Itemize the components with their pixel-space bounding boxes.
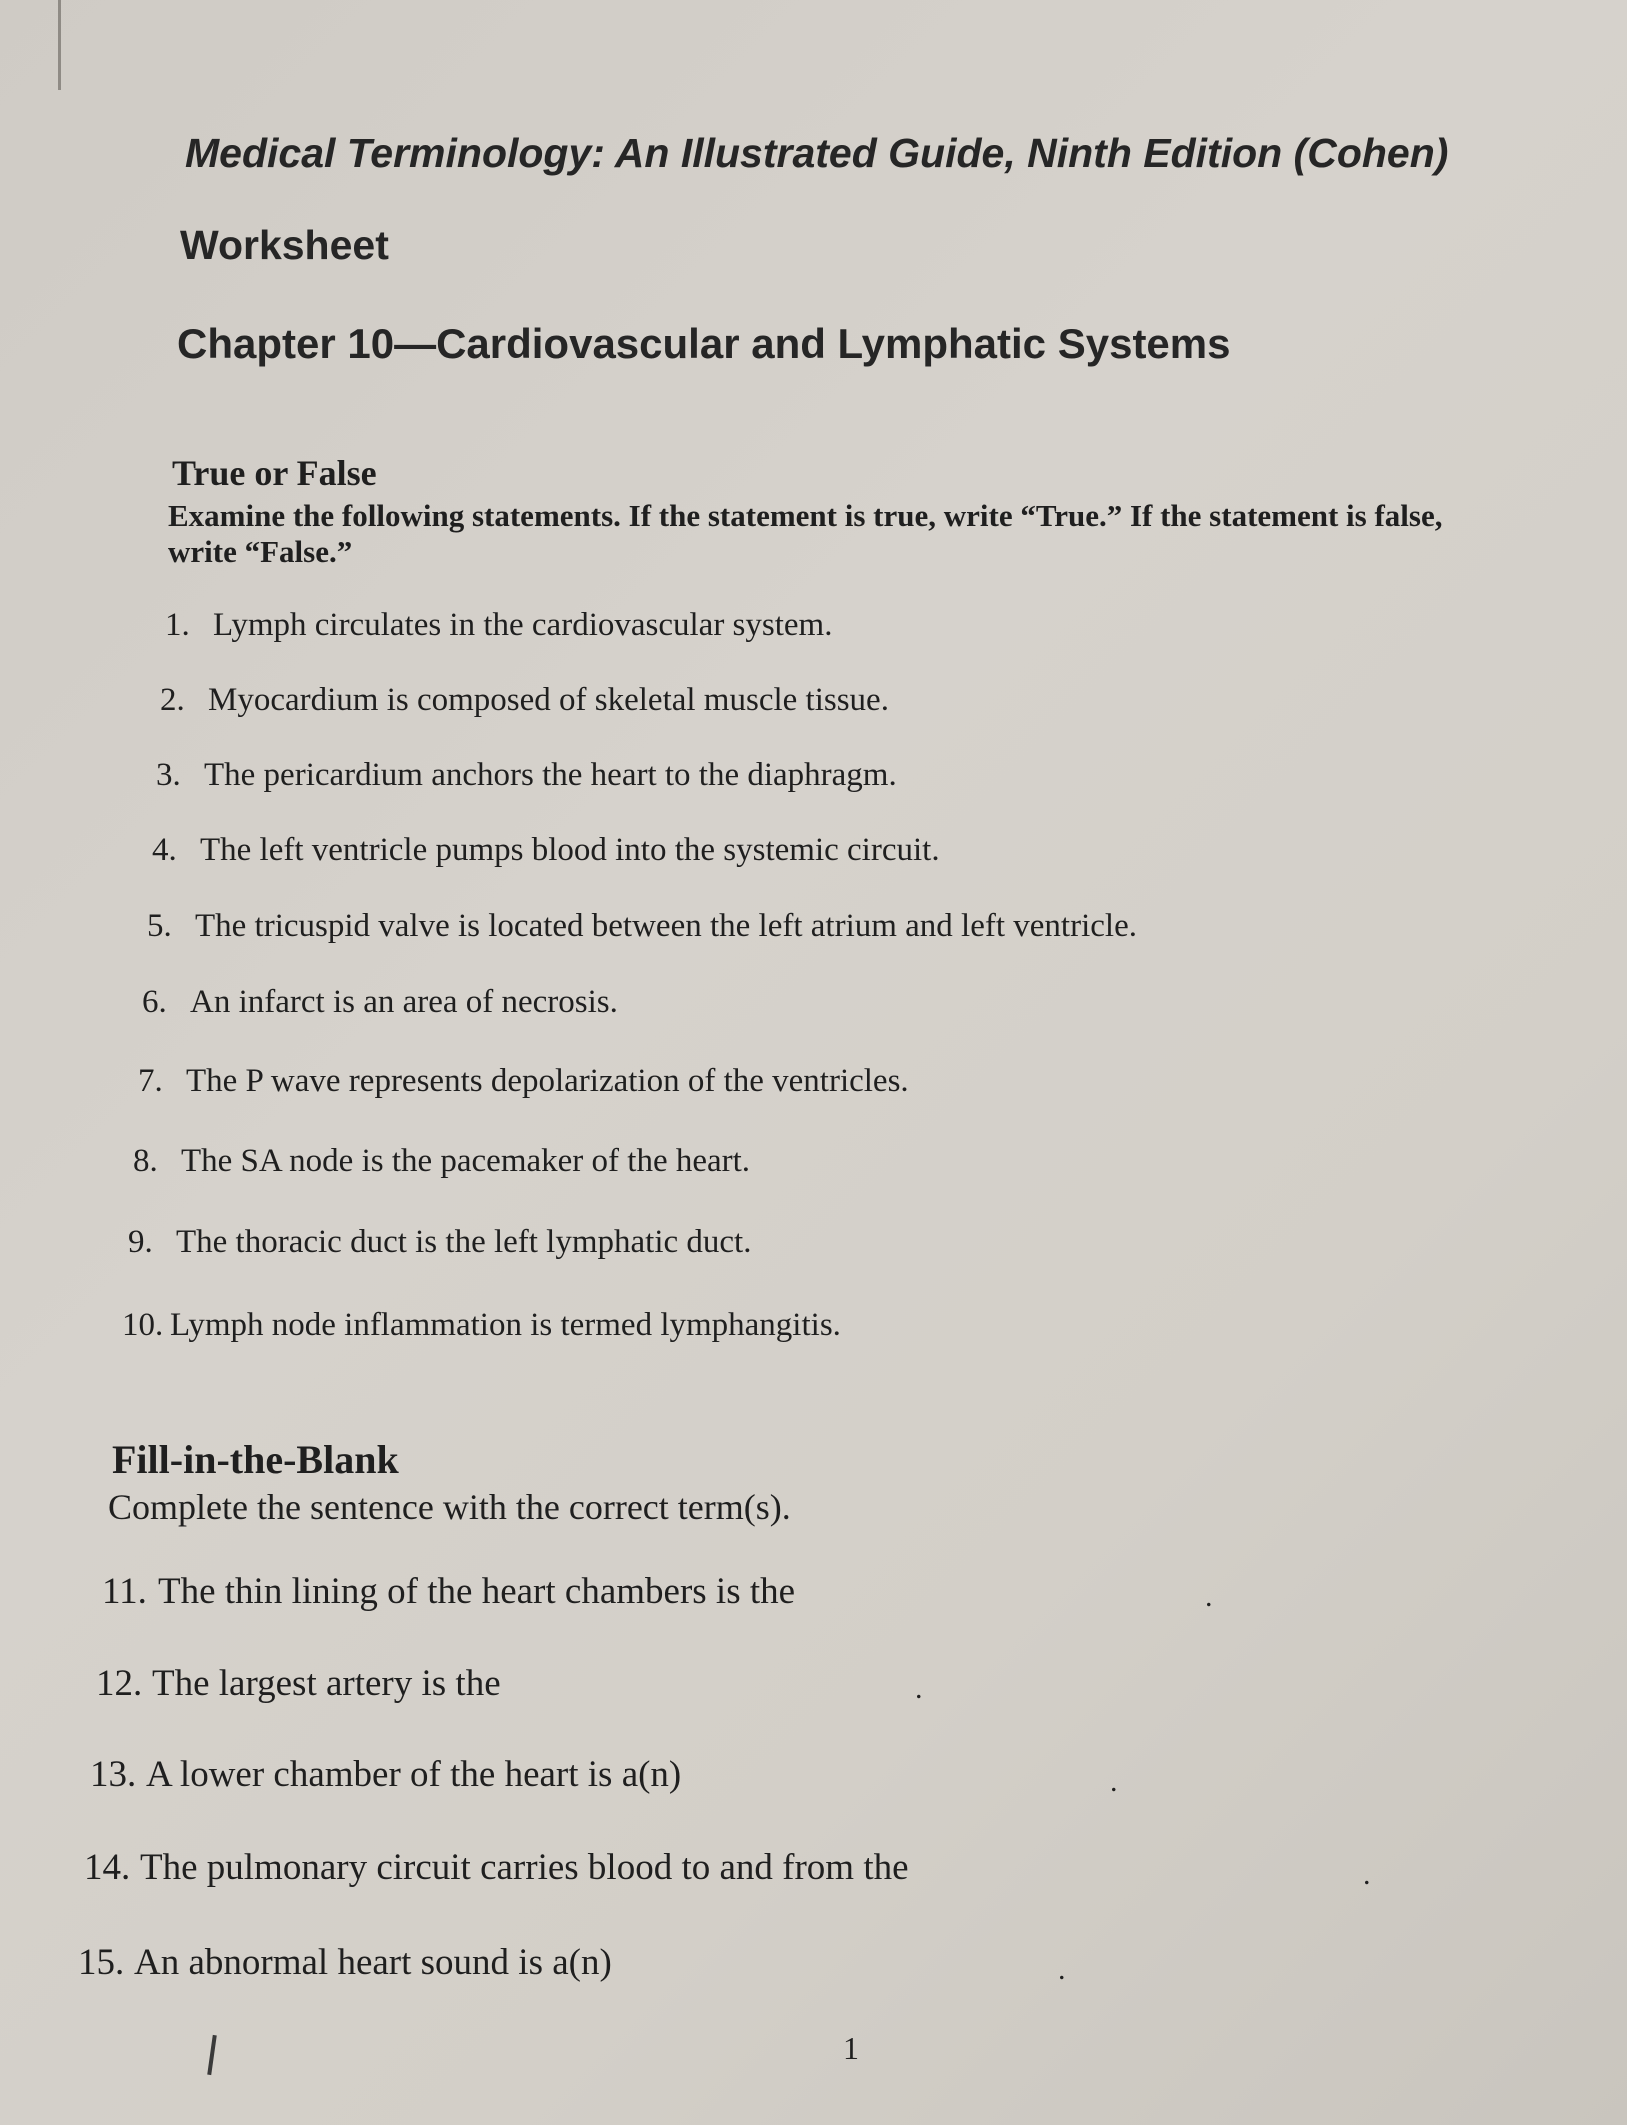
fill-in-instructions: Complete the sentence with the correct term(s). xyxy=(108,1487,791,1527)
fill-item-14: 14. The pulmonary circuit carries blood to and from the xyxy=(84,1847,909,1888)
tf-item-6: 6. An infarct is an area of necrosis. xyxy=(142,984,618,1020)
fill-item-14-period: . xyxy=(1363,1858,1371,1891)
tf-item-2: 2. Myocardium is composed of skeletal muscle tissue. xyxy=(160,682,889,718)
fill-item-15-period: . xyxy=(1058,1953,1066,1986)
tf-item-1: 1. Lymph circulates in the cardiovascular system. xyxy=(165,607,833,643)
tf-item-7: 7. The P wave represents depolarization of the ventricles. xyxy=(138,1063,909,1099)
tf-item-3: 3. The pericardium anchors the heart to the diaphragm. xyxy=(156,757,897,793)
fill-item-11: 11. The thin lining of the heart chambers is the xyxy=(102,1571,796,1612)
true-false-instructions: Examine the following statements. If the statement is true, write “True.” If the statement is false, write “False.” xyxy=(168,498,1443,569)
tf-item-5: 5. The tricuspid valve is located between the left atrium and left ventricle. xyxy=(147,908,1137,944)
worksheet-label: Worksheet xyxy=(180,222,389,268)
book-title: Medical Terminology: An Illustrated Guide, Ninth Edition (Cohen) xyxy=(185,130,1449,176)
fill-item-13: 13. A lower chamber of the heart is a(n) xyxy=(90,1754,682,1795)
pen-mark xyxy=(207,2035,217,2075)
tf-item-10: 10. Lymph node inflammation is termed lymphangitis. xyxy=(122,1307,841,1343)
page-edge xyxy=(58,0,61,90)
page-number: 1 xyxy=(843,2030,859,2066)
fill-item-12: 12. The largest artery is the xyxy=(96,1663,501,1704)
tf-item-9: 9. The thoracic duct is the left lymphatic duct. xyxy=(128,1224,752,1260)
chapter-title: Chapter 10—Cardiovascular and Lymphatic Systems xyxy=(177,320,1231,367)
fill-item-12-period: . xyxy=(915,1672,923,1705)
tf-item-8: 8. The SA node is the pacemaker of the heart. xyxy=(133,1143,751,1179)
tf-item-4: 4. The left ventricle pumps blood into the systemic circuit. xyxy=(152,832,940,868)
fill-item-15: 15. An abnormal heart sound is a(n) xyxy=(78,1942,612,1983)
fill-in-heading: Fill-in-the-Blank xyxy=(112,1437,399,1482)
true-false-heading: True or False xyxy=(172,453,377,493)
fill-item-13-period: . xyxy=(1110,1765,1118,1798)
fill-item-11-period: . xyxy=(1205,1580,1213,1613)
